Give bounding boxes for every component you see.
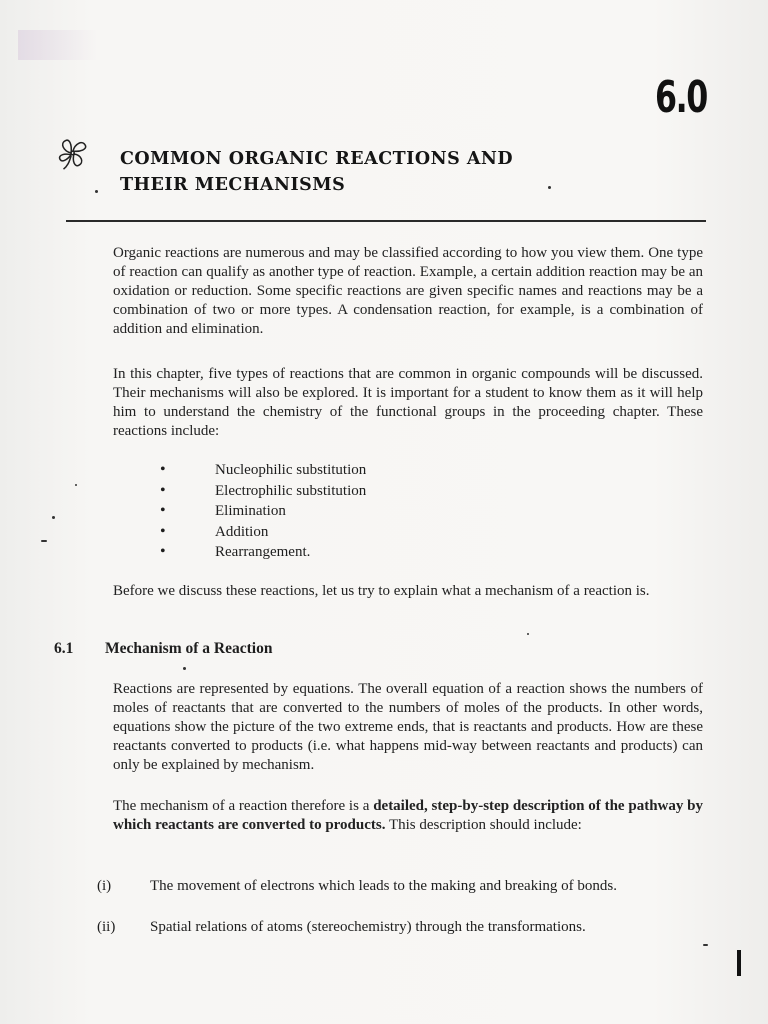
reaction-types-list	[160, 460, 366, 563]
scan-speck	[52, 516, 55, 519]
flower-ornament-icon	[54, 134, 92, 172]
section-paragraph-1: Reactions are represented by equations. The overall equation of a reaction shows the numbers of moles of reactants that are converted to the numbers of moles of the products. In other words, equations show the picture of the two extreme ends, that is reactants and products. How are these reactants converted to products (i.e. what happens mid-way between reactants and products) can only be explained by mechanism.	[113, 681, 703, 773]
scan-speck	[95, 190, 98, 193]
scan-speck	[548, 186, 551, 189]
scan-speck	[41, 540, 47, 542]
item-text: The movement of electrons which leads to the making and breaking of bonds.	[150, 878, 617, 894]
scan-speck	[527, 633, 529, 635]
paragraph-text: This description should include:	[385, 817, 582, 833]
scan-speck	[75, 484, 77, 486]
section-number: 6.1	[54, 640, 74, 657]
chapter-overview-paragraph: In this chapter, five types of reactions that are common in organic compounds will be discussed. Their mechanisms will also be explored. It is important for a student to know them as it will help him to understand the chemistry of the functional groups in the proceeding chapter. These reactions include:	[113, 366, 703, 439]
chapter-title	[120, 146, 640, 198]
list-item: • Addition	[160, 522, 366, 543]
scan-speck	[703, 944, 708, 946]
chapter-title-line1: COMMON ORGANIC REACTIONS AND	[120, 149, 514, 169]
scan-speck	[183, 667, 186, 670]
title-divider	[66, 220, 706, 222]
list-item: • Rearrangement.	[160, 542, 366, 563]
intro-paragraph: Organic reactions are numerous and may be classified according to how you view them. One type of reaction can qualify as another type of reaction. Example, a certain addition reaction may be an oxidation or reduction. Some specific reactions are given specific names and reactions may be a combination of two or more types. A condensation reaction, for example, is a combination of addition and elimination.	[113, 245, 703, 337]
list-item: • Electrophilic substitution	[160, 481, 366, 502]
chapter-number: 6.0	[655, 72, 707, 123]
list-item: • Elimination	[160, 501, 366, 522]
item-number: (i)	[97, 878, 112, 894]
chapter-title-line2: THEIR MECHANISMS	[120, 175, 346, 195]
definition-emphasis: detailed, step-by-step description of the pathway by which reactants are converted to products.	[113, 798, 703, 833]
item-number: (ii)	[97, 919, 116, 935]
paragraph-text: The mechanism of a reaction therefore is a	[113, 798, 374, 814]
section-paragraph-2	[113, 797, 703, 835]
scan-edge-mark	[737, 950, 741, 976]
section-title: Mechanism of a Reaction	[105, 640, 273, 657]
transition-paragraph: Before we discuss these reactions, let us try to explain what a mechanism of a reaction is.	[113, 583, 650, 599]
item-text: Spatial relations of atoms (stereochemistry) through the transformations.	[150, 919, 586, 935]
list-item: • Nucleophilic substitution	[160, 460, 366, 481]
scan-smudge	[18, 30, 98, 60]
